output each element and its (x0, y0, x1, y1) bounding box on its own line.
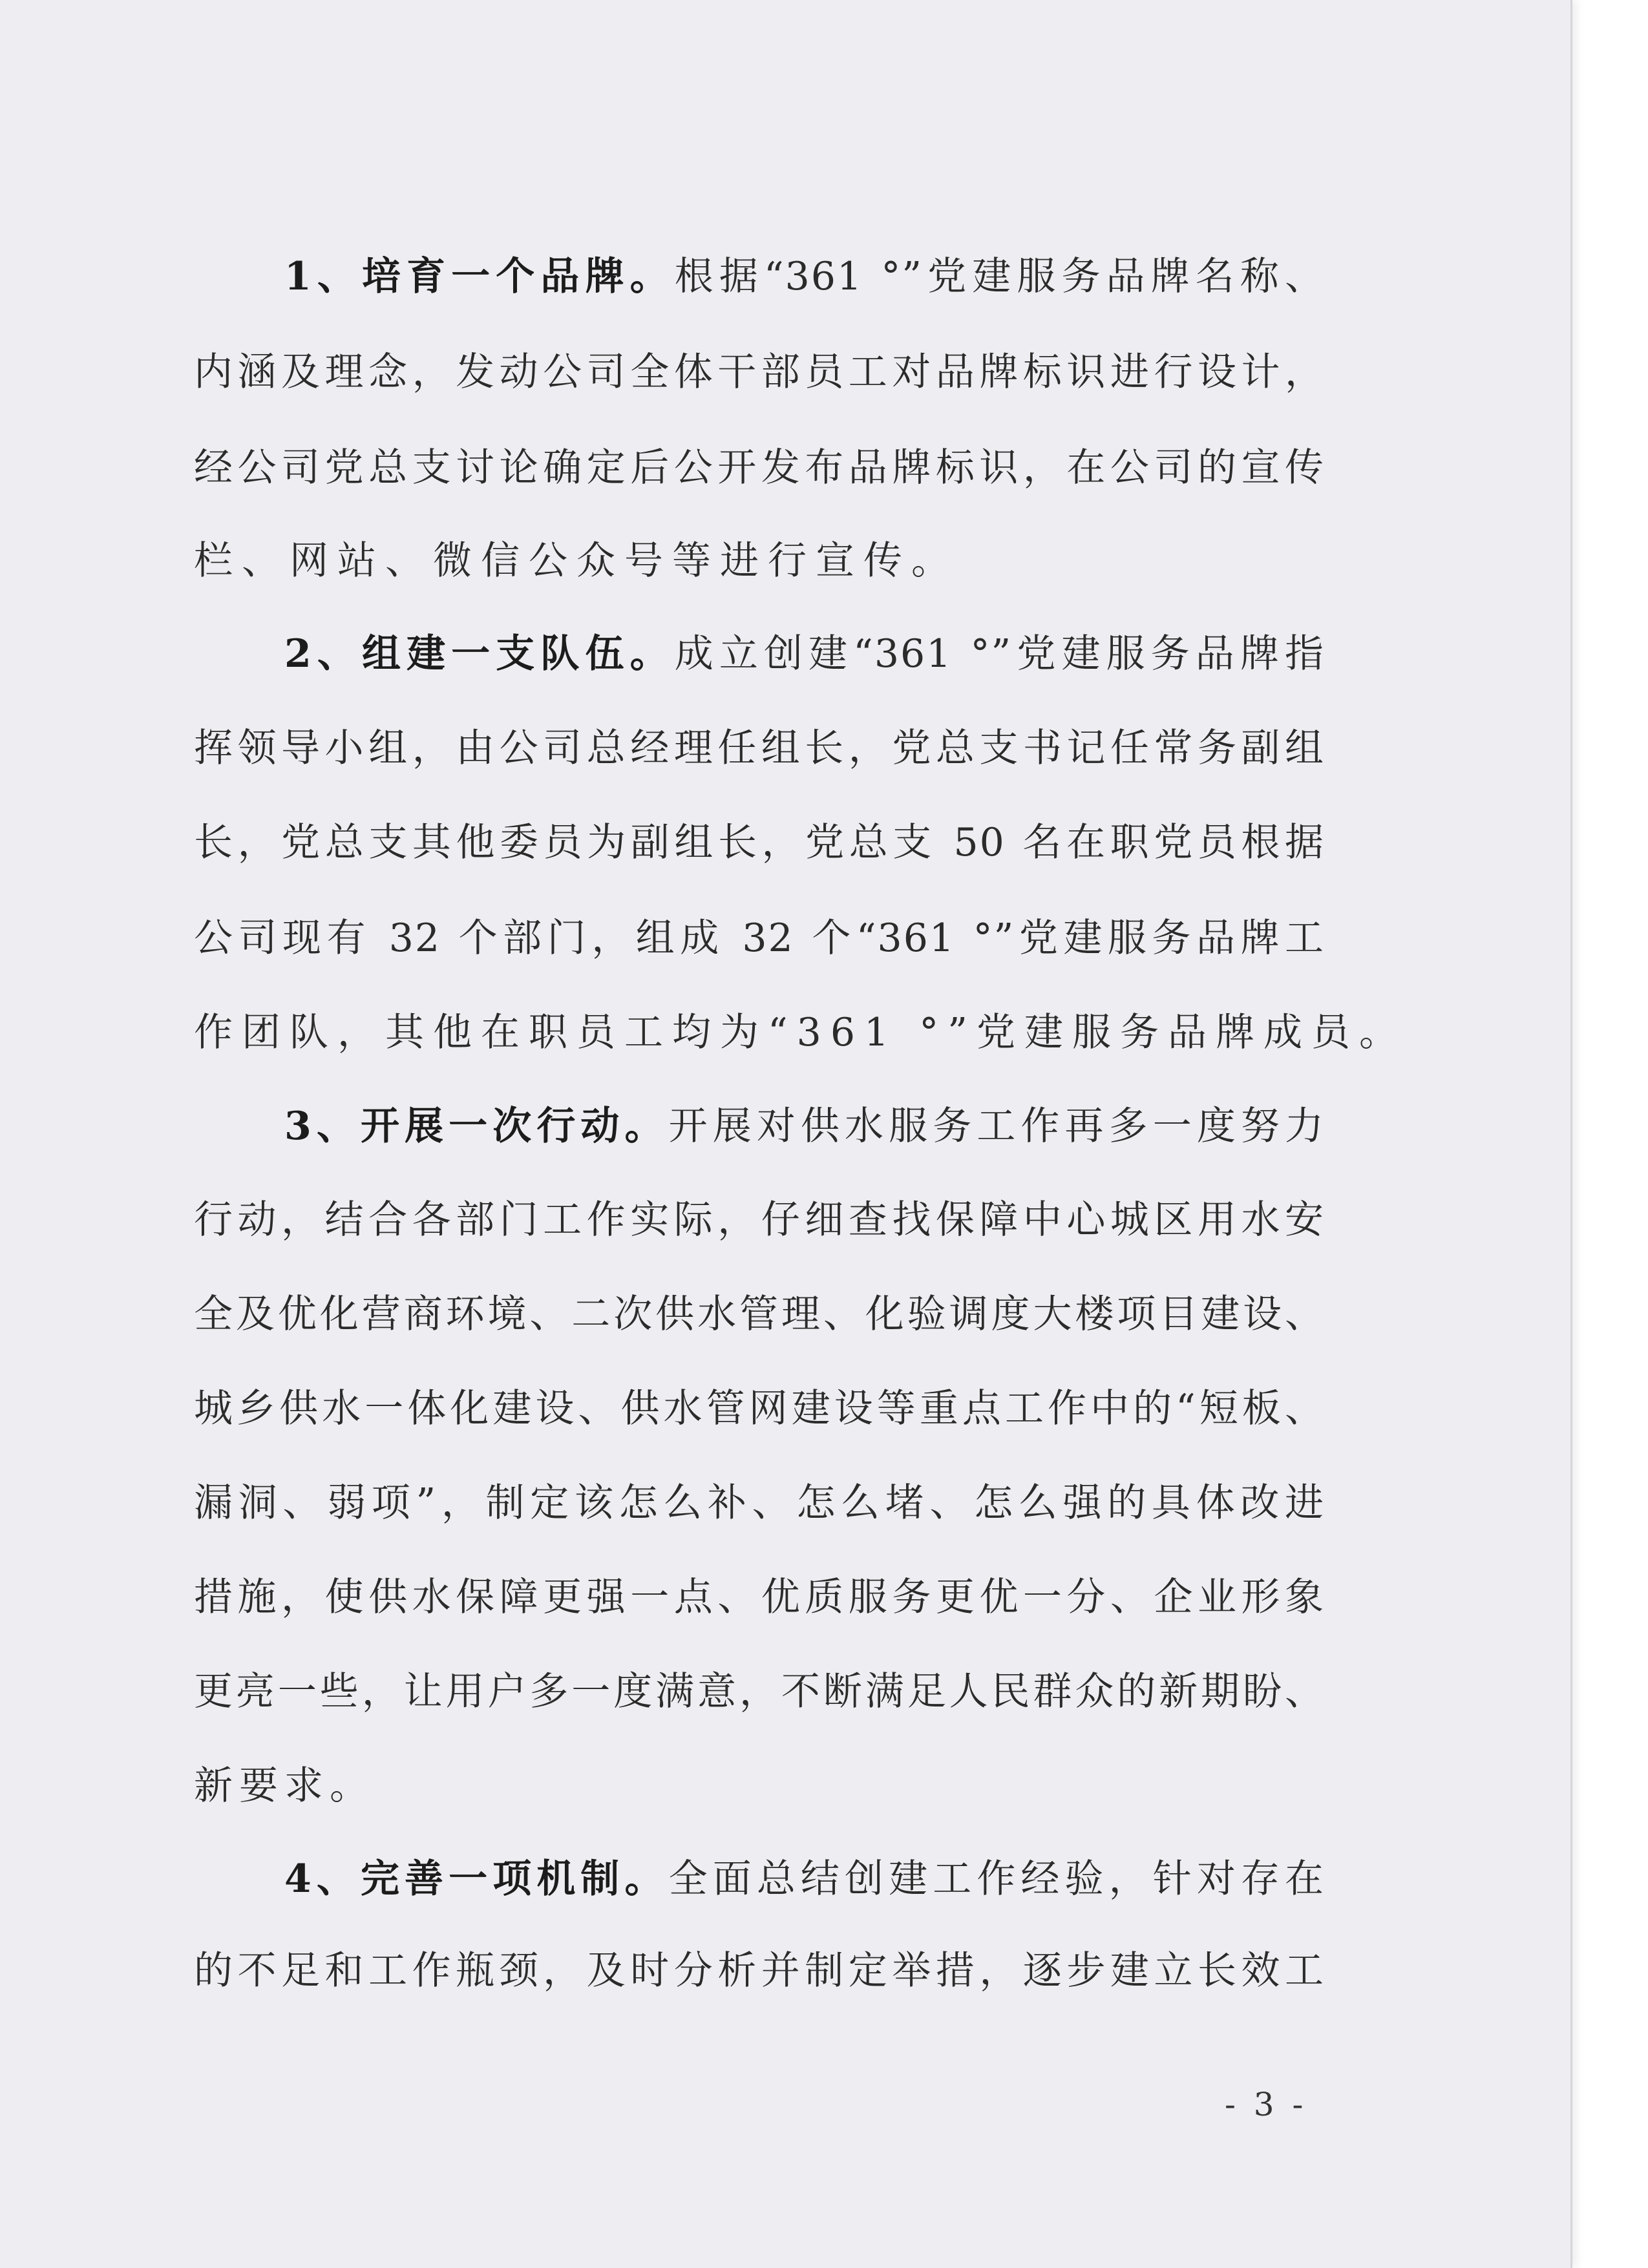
page-number: - 3 - (1225, 2086, 1307, 2123)
paragraph-3-line-5: 漏洞、弱项”，制定该怎么补、怎么堵、怎么强的具体改进 (194, 1480, 1325, 1526)
paragraph-1-line-2: 内涵及理念，发动公司全体干部员工对品牌标识进行设计， (194, 350, 1325, 395)
paragraph-2-line-4: 公司现有 32 个部门，组成 32 个“361 °”党建服务品牌工 (194, 916, 1325, 961)
paragraph-1-heading: 1、培育一个品牌。 (284, 254, 675, 299)
paragraph-3-heading: 3、开展一次行动。 (284, 1104, 669, 1149)
paragraph-2-text: 成立创建“361 °”党建服务品牌指 (674, 631, 1325, 677)
paragraph-4-text: 全面总结创建工作经验，针对存在 (668, 1856, 1326, 1902)
paragraph-3-line-2: 行动，结合各部门工作实际，仔细查找保障中心城区用水安 (194, 1197, 1325, 1243)
paragraph-2-line-3: 长，党总支其他委员为副组长，党总支 50 名在职党员根据 (194, 820, 1325, 865)
paragraph-3-line-8: 新要求。 (194, 1763, 375, 1809)
paragraph-3-line-1 (284, 1100, 1325, 1152)
paragraph-1-line-1 (284, 251, 1325, 302)
paragraph-1-line-3: 经公司党总支讨论确定后公开发布品牌标识，在公司的宣传 (194, 445, 1325, 490)
paragraph-1-text: 根据“361 °”党建服务品牌名称、 (674, 254, 1325, 299)
paragraph-3-text: 开展对供水服务工作再多一度努力 (668, 1104, 1326, 1149)
paragraph-2-heading: 2、组建一支队伍。 (284, 631, 675, 677)
paragraph-4-line-2: 的不足和工作瓶颈，及时分析并制定举措，逐步建立长效工 (194, 1948, 1325, 1993)
paragraph-3-line-7: 更亮一些，让用户多一度满意，不断满足人民群众的新期盼、 (194, 1669, 1325, 1714)
paragraph-2-line-5: 作团队，其他在职员工均为“361 °”党建服务品牌成员。 (194, 1010, 1407, 1055)
paragraph-3-line-6: 措施，使供水保障更强一点、优质服务更优一分、企业形象 (194, 1575, 1325, 1620)
paragraph-3-line-3: 全及优化营商环境、二次供水管理、化验调度大楼项目建设、 (194, 1292, 1325, 1337)
paragraph-2-line-2: 挥领导小组，由公司总经理任组长，党总支书记任常务副组 (194, 726, 1325, 771)
paragraph-1-line-4: 栏、网站、微信公众号等进行宣传。 (194, 538, 959, 583)
paragraph-3-line-4: 城乡供水一体化建设、供水管网建设等重点工作中的“短板、 (194, 1386, 1325, 1431)
paragraph-4-line-1 (284, 1853, 1325, 1905)
paragraph-2-line-1 (284, 628, 1325, 680)
paragraph-4-heading: 4、完善一项机制。 (284, 1856, 669, 1902)
